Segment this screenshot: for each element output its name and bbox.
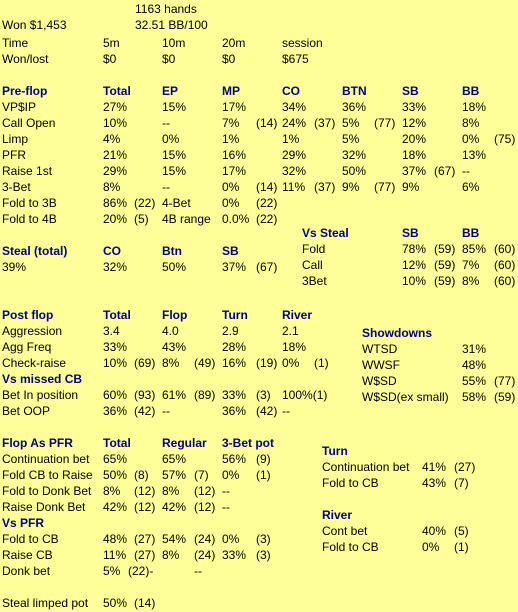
missed-cb-count: (42) [256, 404, 278, 418]
flop-pfr-cell: 42% [162, 500, 187, 514]
vs-pfr-cell: 5% [103, 564, 121, 578]
preflop-count: (37) [314, 180, 336, 194]
flop-pfr-col-3bet: 3-Bet pot [222, 436, 274, 450]
flop-pfr-count: (12) [134, 500, 156, 514]
missed-cb-count: (42) [134, 404, 156, 418]
preflop-cell: -- [162, 180, 170, 194]
flop-pfr-cell: -- [222, 484, 230, 498]
vs-steal-col-bb: BB [462, 226, 480, 240]
flop-pfr-count: (12) [194, 484, 216, 498]
flop-pfr-col-regular: Regular [162, 436, 207, 450]
vs-pfr-cell: 11% [103, 548, 127, 562]
showdown-row-label: WWSF [362, 358, 400, 372]
flop-pfr-count: (7) [194, 468, 209, 482]
vs-pfr-count: (3) [256, 532, 271, 546]
vs-pfr-count: (27) [134, 532, 156, 546]
preflop-row-label: Fold to 4B [2, 212, 57, 226]
flop-pfr-header: Flop As PFR [2, 436, 73, 450]
flop-pfr-cell: 56% [222, 452, 247, 466]
won-total: Won $1,453 [2, 18, 67, 32]
postflop-cell: 10% [103, 356, 128, 370]
preflop-cell: 17% [222, 164, 247, 178]
flop-pfr-cell: 65% [162, 452, 187, 466]
postflop-cell: 2.9 [222, 324, 239, 338]
vs-pfr-cell: 54% [162, 532, 187, 546]
vs-steal-count: (59) [434, 274, 456, 288]
steal-limped-label: Steal limped pot [2, 596, 89, 610]
preflop-cell: 8% [103, 180, 121, 194]
preflop-cell: 32% [282, 164, 307, 178]
preflop-cell: 0% [462, 132, 480, 146]
vs-pfr-cell: -- [194, 564, 202, 578]
flop-pfr-cell: -- [222, 500, 230, 514]
postflop-col-total: Total [103, 308, 131, 322]
vs-missed-cb-header: Vs missed CB [2, 372, 83, 386]
preflop-cell: 4-Bet [162, 196, 191, 210]
postflop-col-flop: Flop [162, 308, 188, 322]
preflop-cell: 27% [103, 100, 128, 114]
vs-pfr-cell: 0% [222, 532, 240, 546]
preflop-header: Pre-flop [2, 84, 48, 98]
postflop-cell: 18% [282, 340, 307, 354]
showdown-row-label: W$SD [362, 374, 397, 388]
preflop-cell: 9% [342, 180, 360, 194]
preflop-cell: 9% [402, 180, 420, 194]
preflop-cell: 0% [222, 196, 240, 210]
missed-cb-cell: 36% [103, 404, 128, 418]
preflop-count: (77) [374, 180, 396, 194]
showdown-value: 48% [462, 358, 487, 372]
missed-cb-cell: 33% [222, 388, 247, 402]
steal-btn-value: 50% [162, 260, 187, 274]
flop-pfr-cell: 42% [103, 500, 128, 514]
vs-pfr-row-label: Raise CB [2, 548, 53, 562]
preflop-cell: 11% [282, 180, 306, 194]
postflop-col-river: River [282, 308, 313, 322]
postflop-row-label: Check-raise [2, 356, 67, 370]
vs-steal-cell: 8% [462, 274, 480, 288]
preflop-cell: -- [462, 164, 470, 178]
vs-pfr-cell: 33% [222, 548, 247, 562]
missed-cb-cell: -- [162, 404, 170, 418]
postflop-row-label: Aggression [2, 324, 63, 338]
preflop-count: (5) [134, 212, 149, 226]
preflop-cell: 0% [222, 180, 240, 194]
wonlost-5m: $0 [103, 52, 117, 66]
preflop-count: (14) [256, 180, 278, 194]
preflop-row-label: PFR [2, 148, 26, 162]
preflop-cell: 29% [103, 164, 128, 178]
postflop-cell: 28% [222, 340, 247, 354]
river-value: 40% [422, 524, 447, 538]
flop-pfr-count: (1) [256, 468, 271, 482]
preflop-cell: 21% [103, 148, 128, 162]
postflop-cell: 43% [162, 340, 187, 354]
steal-col-btn: Btn [162, 244, 182, 258]
missed-cb-row-label: Bet OOP [2, 404, 51, 418]
turn-value: 43% [422, 476, 447, 490]
preflop-cell: 0.0% [222, 212, 250, 226]
postflop-count: (69) [134, 356, 156, 370]
preflop-cell: 15% [162, 164, 187, 178]
wonlost-20m: $0 [222, 52, 236, 66]
flop-pfr-count: (9) [256, 452, 271, 466]
preflop-cell: 18% [402, 148, 427, 162]
preflop-cell: 15% [162, 100, 187, 114]
flop-pfr-cell: 8% [162, 484, 180, 498]
postflop-count: (49) [194, 356, 216, 370]
vs-pfr-cell: 8% [162, 548, 180, 562]
vs-steal-count: (60) [494, 274, 516, 288]
vs-steal-cell: 85% [462, 242, 487, 256]
preflop-col-ep: EP [162, 84, 179, 98]
time-col-5m: 5m [103, 36, 120, 50]
missed-cb-cell: 61% [162, 388, 187, 402]
preflop-row-label: Raise 1st [2, 164, 53, 178]
postflop-cell: 0% [282, 356, 300, 370]
preflop-count: (22) [256, 212, 278, 226]
showdown-row-label: WTSD [362, 342, 398, 356]
steal-total-value: 39% [2, 260, 27, 274]
preflop-cell: 7% [222, 116, 240, 130]
river-row-label: Fold to CB [322, 540, 379, 554]
preflop-cell: 32% [342, 148, 367, 162]
vs-steal-cell: 12% [402, 258, 427, 272]
flop-pfr-cell: 57% [162, 468, 187, 482]
time-col-10m: 10m [162, 36, 186, 50]
vs-pfr-count: (24) [194, 532, 216, 546]
steal-limped-count: (14) [134, 596, 156, 610]
postflop-col-turn: Turn [222, 308, 248, 322]
missed-cb-row-label: Bet In position [2, 388, 79, 402]
vs-steal-col-sb: SB [402, 226, 419, 240]
preflop-cell: 50% [342, 164, 367, 178]
preflop-row-label: Call Open [2, 116, 56, 130]
preflop-cell: 86% [103, 196, 128, 210]
vs-steal-cell: 78% [402, 242, 427, 256]
postflop-header: Post flop [2, 308, 54, 322]
flop-pfr-row-label: Continuation bet [2, 452, 90, 466]
missed-cb-count: (3) [256, 388, 271, 402]
vs-steal-row-label: Fold [302, 242, 326, 256]
flop-pfr-cell: 8% [103, 484, 121, 498]
flop-pfr-cell: 50% [103, 468, 128, 482]
preflop-cell: -- [162, 116, 170, 130]
vs-pfr-count: (24) [194, 548, 216, 562]
showdown-count: (59) [494, 390, 516, 404]
vs-steal-row-label: 3Bet [302, 274, 327, 288]
vs-steal-cell: 7% [462, 258, 480, 272]
river-count: (1) [454, 540, 469, 554]
wonlost-label: Won/lost [2, 52, 49, 66]
showdown-value: 55% [462, 374, 487, 388]
time-col-20m: 20m [222, 36, 246, 50]
missed-cb-cell: 100%(1) [282, 388, 328, 402]
missed-cb-count: (93) [134, 388, 156, 402]
wonlost-session: $675 [282, 52, 309, 66]
preflop-cell: 17% [222, 100, 247, 114]
flop-pfr-count: (8) [134, 468, 149, 482]
steal-co-value: 32% [103, 260, 128, 274]
preflop-count: (14) [256, 116, 278, 130]
preflop-cell: 18% [462, 100, 487, 114]
steal-limped-value: 50% [103, 596, 128, 610]
preflop-cell: 5% [342, 132, 360, 146]
turn-value: 41% [422, 460, 447, 474]
steal-sb-count: (67) [256, 260, 278, 274]
preflop-row-label: Fold to 3B [2, 196, 57, 210]
flop-pfr-row-label: Fold CB to Raise [2, 468, 93, 482]
preflop-cell: 33% [402, 100, 427, 114]
river-row-label: Cont bet [322, 524, 368, 538]
preflop-cell: 5% [342, 116, 360, 130]
preflop-col-total: Total [103, 84, 131, 98]
showdown-value: 58% [462, 390, 487, 404]
bb-per-100: 32.51 BB/100 [135, 18, 208, 32]
river-header: River [322, 508, 353, 522]
steal-header: Steal (total) [2, 244, 68, 258]
preflop-col-bb: BB [462, 84, 480, 98]
vs-pfr-row-label: Donk bet [2, 564, 51, 578]
preflop-cell: 36% [342, 100, 367, 114]
postflop-cell: 4.0 [162, 324, 179, 338]
flop-pfr-row-label: Raise Donk Bet [2, 500, 86, 514]
showdown-value: 31% [462, 342, 487, 356]
steal-sb-value: 37% [222, 260, 247, 274]
flop-pfr-cell: 65% [103, 452, 128, 466]
preflop-col-co: CO [282, 84, 300, 98]
preflop-cell: 6% [462, 180, 480, 194]
vs-steal-count: (59) [434, 258, 456, 272]
postflop-row-label: Agg Freq [2, 340, 52, 354]
preflop-row-label: Limp [2, 132, 29, 146]
missed-cb-cell: -- [282, 404, 290, 418]
vs-pfr-count: (22)- [128, 564, 154, 578]
vs-steal-count: (60) [494, 242, 516, 256]
flop-pfr-count: (12) [134, 484, 156, 498]
preflop-col-btn: BTN [342, 84, 367, 98]
preflop-cell: 34% [282, 100, 307, 114]
preflop-count: (67) [434, 164, 456, 178]
steal-col-sb: SB [222, 244, 239, 258]
showdown-row-label: W$SD(ex small) [362, 390, 449, 404]
flop-pfr-count: (12) [194, 500, 216, 514]
preflop-cell: 16% [222, 148, 247, 162]
time-label: Time [2, 36, 29, 50]
preflop-cell: 29% [282, 148, 307, 162]
flop-pfr-col-total: Total [103, 436, 131, 450]
preflop-row-label: 3-Bet [2, 180, 31, 194]
flop-pfr-cell: 0% [222, 468, 240, 482]
wonlost-10m: $0 [162, 52, 176, 66]
river-count: (5) [454, 524, 469, 538]
postflop-cell: 16% [222, 356, 247, 370]
steal-col-co: CO [103, 244, 121, 258]
preflop-cell: 8% [462, 116, 480, 130]
preflop-cell: 20% [103, 212, 128, 226]
vs-pfr-count: (3) [256, 548, 271, 562]
preflop-cell: 24% [282, 116, 307, 130]
time-col-session: session [282, 36, 323, 50]
postflop-cell: 2.1 [282, 324, 299, 338]
preflop-count: (22) [256, 196, 278, 210]
vs-steal-cell: 10% [402, 274, 427, 288]
vs-pfr-row-label: Fold to CB [2, 532, 59, 546]
missed-cb-count: (89) [194, 388, 216, 402]
preflop-cell: 15% [162, 148, 187, 162]
vs-pfr-header: Vs PFR [2, 516, 45, 530]
showdown-count: (77) [494, 374, 516, 388]
vs-steal-header: Vs Steal [302, 226, 349, 240]
preflop-count: (22) [134, 196, 156, 210]
vs-steal-row-label: Call [302, 258, 323, 272]
postflop-count: (19) [256, 356, 278, 370]
missed-cb-cell: 36% [222, 404, 247, 418]
preflop-cell: 10% [103, 116, 128, 130]
postflop-cell: 33% [103, 340, 128, 354]
preflop-cell: 1% [222, 132, 240, 146]
vs-pfr-cell: 48% [103, 532, 128, 546]
preflop-cell: 12% [402, 116, 427, 130]
preflop-col-sb: SB [402, 84, 419, 98]
flop-pfr-row-label: Fold to Donk Bet [2, 484, 92, 498]
turn-row-label: Fold to CB [322, 476, 379, 490]
preflop-cell: 4% [103, 132, 121, 146]
turn-count: (27) [454, 460, 476, 474]
postflop-cell: 3.4 [103, 324, 120, 338]
river-value: 0% [422, 540, 440, 554]
preflop-count: (37) [314, 116, 336, 130]
preflop-col-mp: MP [222, 84, 240, 98]
postflop-count: (1) [314, 356, 329, 370]
vs-pfr-count: (27) [134, 548, 156, 562]
postflop-cell: 8% [162, 356, 180, 370]
preflop-cell: 20% [402, 132, 427, 146]
preflop-count: (77) [374, 116, 396, 130]
preflop-row-label: VP$IP [2, 100, 37, 114]
preflop-count: (75) [494, 132, 516, 146]
turn-header: Turn [322, 444, 348, 458]
preflop-cell: 0% [162, 132, 180, 146]
missed-cb-cell: 60% [103, 388, 128, 402]
preflop-cell: 13% [462, 148, 487, 162]
turn-count: (7) [454, 476, 469, 490]
preflop-cell: 1% [282, 132, 300, 146]
preflop-cell: 4B range [162, 212, 211, 226]
vs-steal-count: (60) [494, 258, 516, 272]
preflop-cell: 37% [402, 164, 427, 178]
showdowns-header: Showdowns [362, 326, 432, 340]
vs-steal-count: (59) [434, 242, 456, 256]
hands-count: 1163 hands [135, 2, 197, 16]
turn-row-label: Continuation bet [322, 460, 410, 474]
